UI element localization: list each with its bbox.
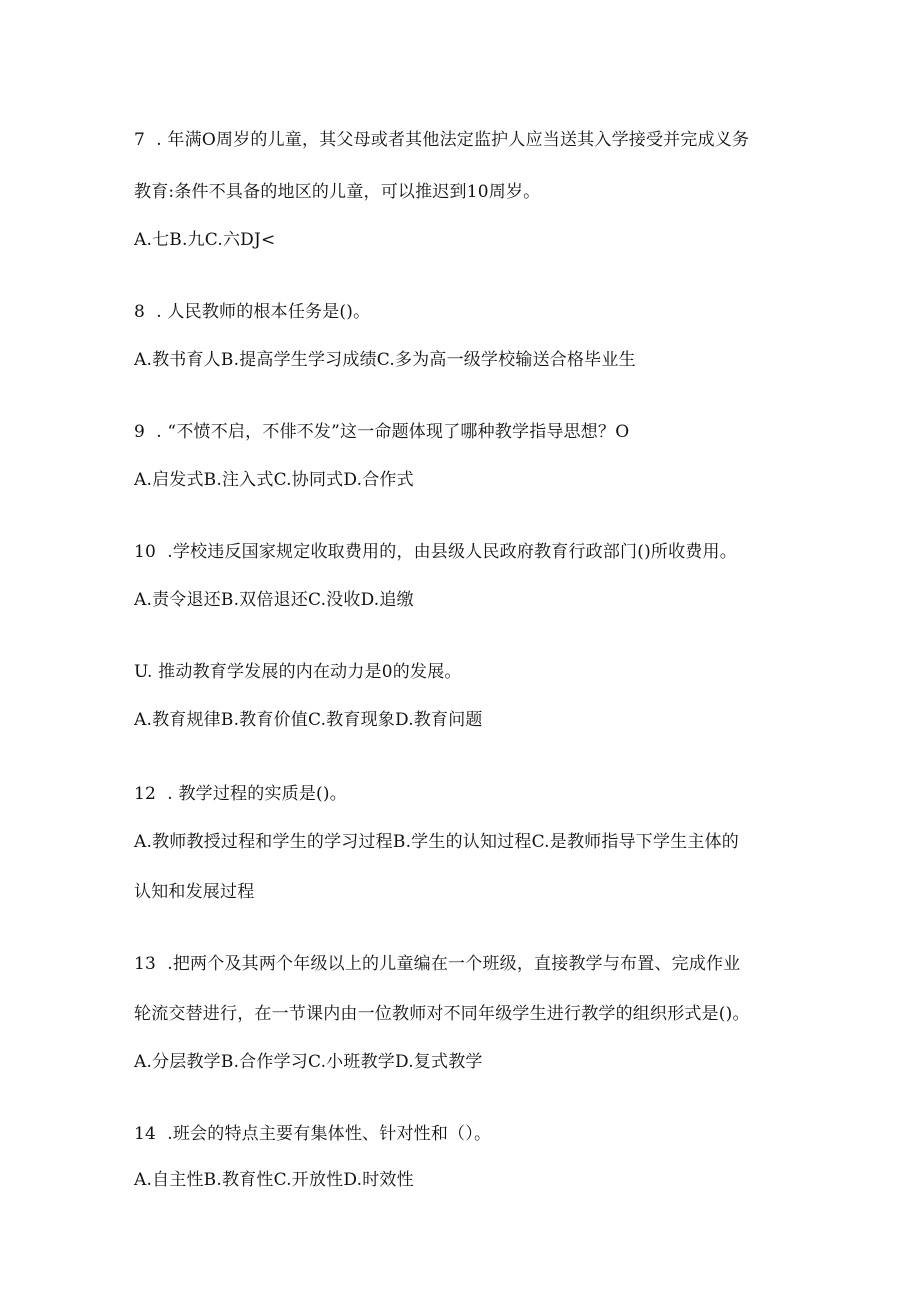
question-12-stem: 12 . 教学过程的实质是()。: [134, 784, 347, 804]
question-9-stem: 9 . “不愤不启，不俳不发”这一命题体现了哪种教学指导思想？O: [134, 422, 630, 442]
question-7-stem-line-1: 7 . 年满O周岁的儿童，其父母或者其他法定监护人应当送其入学接受并完成义务: [134, 130, 750, 150]
question-8-options: A.教书育人B.提高学生学习成绩C.多为高一级学校输送合格毕业生: [134, 350, 636, 370]
question-10-options: A.责令退还B.双倍退还C.没收D.追缴: [134, 590, 414, 610]
question-11-options: A.教育规律B.教育价值C.教育现象D.教育问题: [134, 710, 483, 730]
question-13-stem-line-2: 轮流交替进行，在一节课内由一位教师对不同年级学生进行教学的组织形式是()。: [134, 1004, 750, 1024]
question-7-stem-line-2: 教育:条件不具备的地区的儿童，可以推迟到10周岁。: [134, 182, 541, 202]
question-10-stem: 10 .学校违反国家规定收取费用的，由县级人民政府教育行政部门()所收费用。: [134, 542, 737, 562]
question-13-stem-line-1: 13 .把两个及其两个年级以上的儿童编在一个班级，直接教学与布置、完成作业: [134, 954, 741, 974]
question-7-options: A.七B.九C.六DJ<: [134, 230, 276, 250]
question-12-options-line-2: 认知和发展过程: [134, 882, 255, 902]
question-11-stem: U. 推动教育学发展的内在动力是0的发展。: [134, 662, 462, 682]
question-12-options-line-1: A.教师教授过程和学生的学习过程B.学生的认知过程C.是教师指导下学生主体的: [134, 832, 739, 852]
question-9-options: A.启发式B.注入式C.协同式D.合作式: [134, 470, 414, 490]
question-13-options: A.分层教学B.合作学习C.小班教学D.复式教学: [134, 1052, 483, 1072]
question-14-options: A.自主性B.教育性C.开放性D.时效性: [134, 1170, 414, 1190]
question-8-stem: 8 . 人民教师的根本任务是()。: [134, 302, 371, 322]
question-14-stem: 14 .班会的特点主要有集体性、针对性和（）。: [134, 1124, 492, 1144]
